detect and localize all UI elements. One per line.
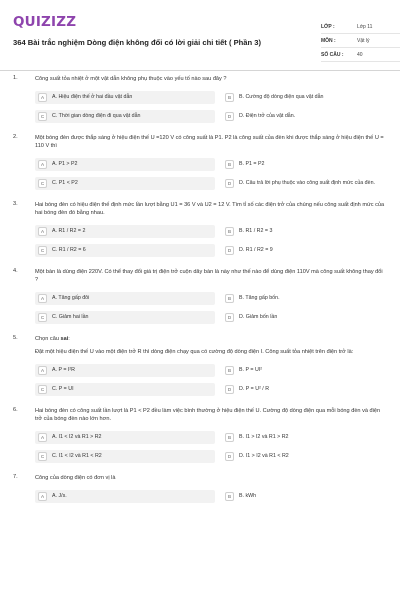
- option-letter: A: [38, 160, 47, 169]
- question-text: Công suất tỏa nhiệt ở một vật dẫn không phụ thuộc vào yếu tố nào sau đây ?: [35, 76, 227, 82]
- option-text: D. P = U² / R: [239, 386, 270, 393]
- answer-options: [35, 292, 387, 324]
- option-c[interactable]: [35, 311, 215, 324]
- question-3: [13, 201, 387, 257]
- option-text: C. R1 / R2 = 6: [52, 247, 86, 254]
- option-b[interactable]: [222, 225, 400, 238]
- question-4: [13, 268, 387, 324]
- option-letter: C: [38, 179, 47, 188]
- option-text: D. R1 / R2 = 9: [239, 247, 273, 254]
- meta-label: MÔN :: [321, 37, 336, 44]
- option-letter: B: [225, 160, 234, 169]
- option-a[interactable]: [35, 292, 215, 305]
- option-d[interactable]: [222, 244, 400, 257]
- answer-options: [35, 91, 387, 123]
- option-text: A. P1 > P2: [52, 161, 78, 168]
- option-text: C. P1 < P2: [52, 180, 78, 187]
- option-a[interactable]: [35, 91, 215, 104]
- meta-value: 40: [357, 51, 363, 58]
- option-letter: A: [38, 433, 47, 442]
- option-letter: D: [225, 112, 234, 121]
- option-text: D. Câu trả lời phụ thuộc vào công suất định mức của đèn.: [239, 180, 375, 187]
- option-d[interactable]: [222, 311, 400, 324]
- option-letter: A: [38, 294, 47, 303]
- instruction-prefix: Chọn câu: [35, 336, 61, 342]
- question-instruction: [35, 335, 387, 343]
- option-c[interactable]: [35, 110, 215, 123]
- option-letter: B: [225, 433, 234, 442]
- option-a[interactable]: [35, 490, 215, 503]
- header-divider: [0, 70, 400, 71]
- question-text: Hai bóng đèn có hiệu điện thế định mức lần lượt bằng U1 = 36 V và U2 = 12 V. Tìm tỉ số các điện trở của chúng nếu công suất định mức của hai bóng đèn đó bằng nhau.: [35, 202, 385, 216]
- option-letter: A: [38, 93, 47, 102]
- option-d[interactable]: [222, 177, 400, 190]
- option-c[interactable]: [35, 383, 215, 396]
- option-letter: C: [38, 313, 47, 322]
- question-number: 2.: [13, 134, 18, 140]
- option-text: B. Tăng gấp bốn.: [239, 295, 280, 302]
- answer-options: [35, 490, 387, 503]
- option-text: C. Giảm hai lần: [52, 314, 89, 321]
- option-letter: B: [225, 294, 234, 303]
- option-c[interactable]: [35, 244, 215, 257]
- question-text: Hai bóng đèn có công suất lần lượt là P1 < P2 đều làm việc bình thường ở hiệu điện thế U. Cường độ dòng điện qua mỗi bóng đèn và điện trở của bóng đèn nào lớn hơn.: [35, 408, 381, 422]
- question-number: 5.: [13, 335, 18, 341]
- option-a[interactable]: [35, 364, 215, 377]
- meta-row-subject: [321, 34, 400, 48]
- option-text: B. R1 / R2 = 3: [239, 228, 273, 235]
- option-text: D. I1 > I2 và R1 < R2: [239, 453, 289, 460]
- meta-value: Lớp 11: [357, 23, 373, 30]
- option-b[interactable]: [222, 431, 400, 444]
- option-letter: D: [225, 179, 234, 188]
- quizizz-logo[interactable]: QUIZIZZ: [13, 14, 77, 30]
- option-d[interactable]: [222, 450, 400, 463]
- option-text: D. Điện trở của vật dẫn.: [239, 113, 296, 120]
- question-5: [13, 335, 387, 396]
- option-letter: D: [225, 246, 234, 255]
- option-letter: A: [38, 227, 47, 236]
- option-letter: A: [38, 492, 47, 501]
- answer-options: [35, 158, 387, 190]
- option-text: A. Hiệu điện thế ở hai đầu vật dẫn: [52, 94, 133, 101]
- option-b[interactable]: [222, 158, 400, 171]
- option-letter: C: [38, 246, 47, 255]
- question-1: [13, 75, 387, 123]
- option-letter: B: [225, 492, 234, 501]
- question-list: [13, 75, 387, 503]
- meta-value: Vật lý: [357, 37, 370, 44]
- option-text: A. I1 < I2 và R1 > R2: [52, 434, 102, 441]
- option-a[interactable]: [35, 225, 215, 238]
- option-text: C. I1 < I2 và R1 < R2: [52, 453, 102, 460]
- option-c[interactable]: [35, 177, 215, 190]
- option-d[interactable]: [222, 383, 400, 396]
- option-letter: A: [38, 366, 47, 375]
- option-b[interactable]: [222, 292, 400, 305]
- option-letter: C: [38, 452, 47, 461]
- question-text: Một bóng đèn được thắp sáng ở hiệu điện thế U =120 V có công suất là P1. P2 là công suất của đèn khi được thắp sáng ở hiệu điện thế U = 110 V thì: [35, 135, 384, 149]
- question-number: 1.: [13, 75, 18, 81]
- option-text: D. Giảm bốn lần: [239, 314, 278, 321]
- meta-table: [321, 20, 400, 62]
- option-text: A. J/s.: [52, 493, 67, 500]
- option-text: A. P = I²R: [52, 367, 76, 374]
- question-2: [13, 134, 387, 190]
- question-text: Công của dòng điện có đơn vị là: [35, 475, 116, 481]
- answer-options: [35, 225, 387, 257]
- question-number: 7.: [13, 474, 18, 480]
- option-text: B. kWh: [239, 493, 257, 500]
- option-letter: C: [38, 385, 47, 394]
- option-text: B. P = UI²: [239, 367, 263, 374]
- header: [13, 8, 387, 70]
- question-7: [13, 474, 387, 503]
- option-a[interactable]: [35, 158, 215, 171]
- option-letter: C: [38, 112, 47, 121]
- option-text: B. I1 > I2 và R1 > R2: [239, 434, 289, 441]
- question-number: 3.: [13, 201, 18, 207]
- option-letter: D: [225, 385, 234, 394]
- option-text: A. Tăng gấp đôi: [52, 295, 90, 302]
- option-b[interactable]: [222, 490, 400, 503]
- option-text: A. R1 / R2 = 2: [52, 228, 86, 235]
- answer-options: [35, 364, 387, 396]
- meta-label: LỚP :: [321, 23, 335, 30]
- option-letter: D: [225, 452, 234, 461]
- option-text: C. P = UI: [52, 386, 74, 393]
- meta-row-count: [321, 48, 400, 62]
- option-letter: B: [225, 93, 234, 102]
- meta-row-class: [321, 20, 400, 34]
- option-text: B. P1 = P2: [239, 161, 265, 168]
- option-text: B. Cường độ dòng điện qua vật dẫn: [239, 94, 324, 101]
- option-d[interactable]: [222, 110, 400, 123]
- meta-label: SỐ CÂU :: [321, 51, 344, 58]
- option-c[interactable]: [35, 450, 215, 463]
- question-text: Đặt một hiệu điện thế U vào một điện trở R thì dòng điện chạy qua có cường độ dòng điện I. Công suất tỏa nhiệt trên điện trở là:: [35, 349, 354, 355]
- option-letter: D: [225, 313, 234, 322]
- question-text: Một bàn là dùng điện 220V. Có thể thay đổi giá trị điện trở cuộn dây bàn là này như thế nào để dùng điện 110V mà công suất không thay đổi ?: [35, 269, 383, 283]
- instruction-suffix: :: [68, 336, 70, 342]
- page-title: 364 Bài trắc nghiệm Dòng điện không đổi có lời giải chi tiết ( Phần 3): [13, 38, 262, 47]
- option-a[interactable]: [35, 431, 215, 444]
- option-b[interactable]: [222, 91, 400, 104]
- option-letter: B: [225, 227, 234, 236]
- question-number: 4.: [13, 268, 18, 274]
- option-b[interactable]: [222, 364, 400, 377]
- option-letter: B: [225, 366, 234, 375]
- instruction-bold: sai: [60, 336, 69, 342]
- answer-options: [35, 431, 387, 463]
- question-6: [13, 407, 387, 463]
- question-number: 6.: [13, 407, 18, 413]
- option-text: C. Thời gian dòng điện đi qua vật dẫn: [52, 113, 141, 120]
